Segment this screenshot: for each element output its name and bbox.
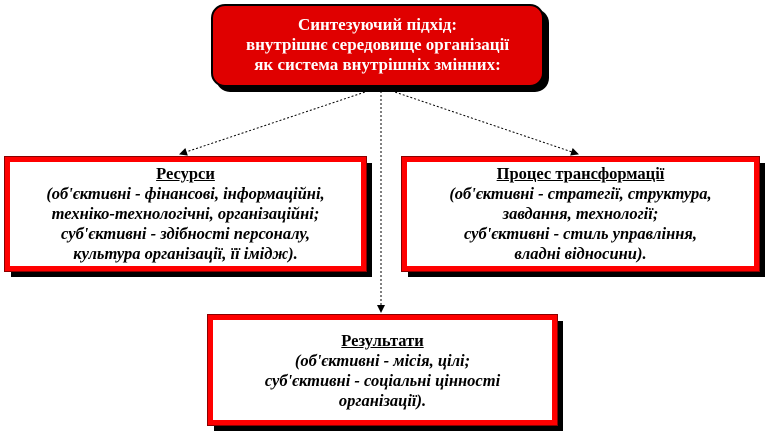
process-desc-line-4: владні відносини). [514,244,647,263]
results-node [208,315,557,425]
resources-desc-line-3: суб'єктивні - здібності персоналу, [61,224,310,243]
process-desc-line-1: (об'єктивні - стратегії, структура, [449,184,712,203]
process-title: Процес трансформації [496,164,665,183]
top-node-line-3: як система внутрішніх змінних: [254,55,501,74]
top-node-line-1: Синтезуючий підхід: [297,15,458,34]
results-desc-line-2: суб'єктивні - соціальні цінності [264,371,501,390]
results-desc-line-1: (об'єктивні - місія, цілі; [294,351,471,370]
transformation-process-node [402,157,759,271]
resources-desc-line-1: (об'єктивні - фінансові, інформаційні, [46,184,325,203]
top-node-line-2: внутрішнє середовище організації [245,35,510,54]
resources-desc-line-2: техніко-технологічні, організаційні; [51,204,320,223]
resources-node [5,157,366,271]
resources-title: Ресурси [156,164,215,183]
process-desc-line-3: суб'єктивні - стиль управління, [463,224,698,243]
synthesizing-approach-node [211,4,544,87]
results-desc-line-3: організації). [338,391,427,410]
resources-desc-line-4: культура організації, її імідж). [73,244,298,263]
results-title: Результати [341,331,424,350]
arrow-to-process [380,87,578,154]
arrow-to-resources [180,87,380,154]
process-desc-line-2: завдання, технології; [502,204,659,223]
